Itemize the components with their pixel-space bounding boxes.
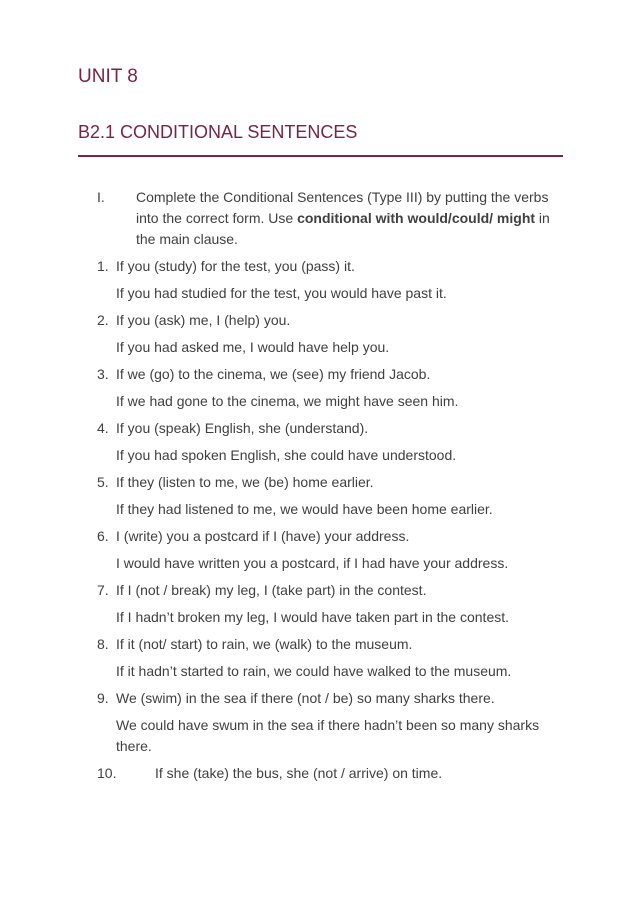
item-number: 4.: [97, 420, 109, 436]
list-item: [97, 310, 567, 358]
instruction-text: Complete the Conditional Sentences (Type III) by putting the verbs into the correct form. Use conditional with would/could/ might in the main clause.: [136, 189, 550, 247]
list-item: [97, 580, 567, 628]
item-answer: If you had spoken English, she could have understood.: [116, 447, 457, 463]
item-question: If you (study) for the test, you (pass) it.: [116, 258, 355, 274]
item-answer: I would have written you a postcard, if I had have your address.: [116, 555, 509, 571]
list-item: [97, 364, 567, 412]
item-answer: If they had listened to me, we would have been home earlier.: [116, 501, 493, 517]
exercise-list: [97, 256, 567, 790]
item-answer: We could have swum in the sea if there hadn’t been so many sharks there.: [116, 717, 540, 754]
unit-title: UNIT 8: [78, 66, 138, 87]
item-question: If it (not/ start) to rain, we (walk) to the museum.: [116, 636, 413, 652]
item-number: 5.: [97, 474, 109, 490]
list-item: [97, 634, 567, 682]
item-number: 7.: [97, 582, 109, 598]
list-item: [97, 526, 567, 574]
item-answer: If we had gone to the cinema, we might have seen him.: [116, 393, 459, 409]
item-answer: If it hadn’t started to rain, we could have walked to the museum.: [116, 663, 512, 679]
item-number: 1.: [97, 258, 109, 274]
item-answer: If you had studied for the test, you would have past it.: [116, 285, 447, 301]
item-question: If I (not / break) my leg, I (take part) in the contest.: [116, 582, 427, 598]
item-question: If she (take) the bus, she (not / arrive) on time.: [155, 765, 443, 781]
list-item: [97, 418, 567, 466]
exercise-instruction: [97, 187, 567, 250]
item-question: If they (listen to me, we (be) home earlier.: [116, 474, 374, 490]
instruction-bold: conditional with would/could/ might: [297, 210, 536, 226]
item-number: 2.: [97, 312, 109, 328]
item-question: I (write) you a postcard if I (have) your address.: [116, 528, 410, 544]
item-number: 9.: [97, 690, 109, 706]
item-question: If we (go) to the cinema, we (see) my friend Jacob.: [116, 366, 431, 382]
list-item: [97, 256, 567, 304]
list-item: [97, 472, 567, 520]
item-number: 3.: [97, 366, 109, 382]
title-divider: [78, 155, 563, 157]
item-question: If you (ask) me, I (help) you.: [116, 312, 291, 328]
list-item: [97, 763, 567, 784]
section-title: B2.1 CONDITIONAL SENTENCES: [78, 122, 358, 142]
item-number: 10.: [97, 765, 117, 781]
item-question: If you (speak) English, she (understand).: [116, 420, 369, 436]
item-question: We (swim) in the sea if there (not / be) so many sharks there.: [116, 690, 495, 706]
list-item: [97, 688, 567, 757]
instruction-number: I.: [97, 189, 105, 205]
item-number: 8.: [97, 636, 109, 652]
item-answer: If I hadn’t broken my leg, I would have taken part in the contest.: [116, 609, 510, 625]
item-number: 6.: [97, 528, 109, 544]
item-answer: If you had asked me, I would have help you.: [116, 339, 390, 355]
